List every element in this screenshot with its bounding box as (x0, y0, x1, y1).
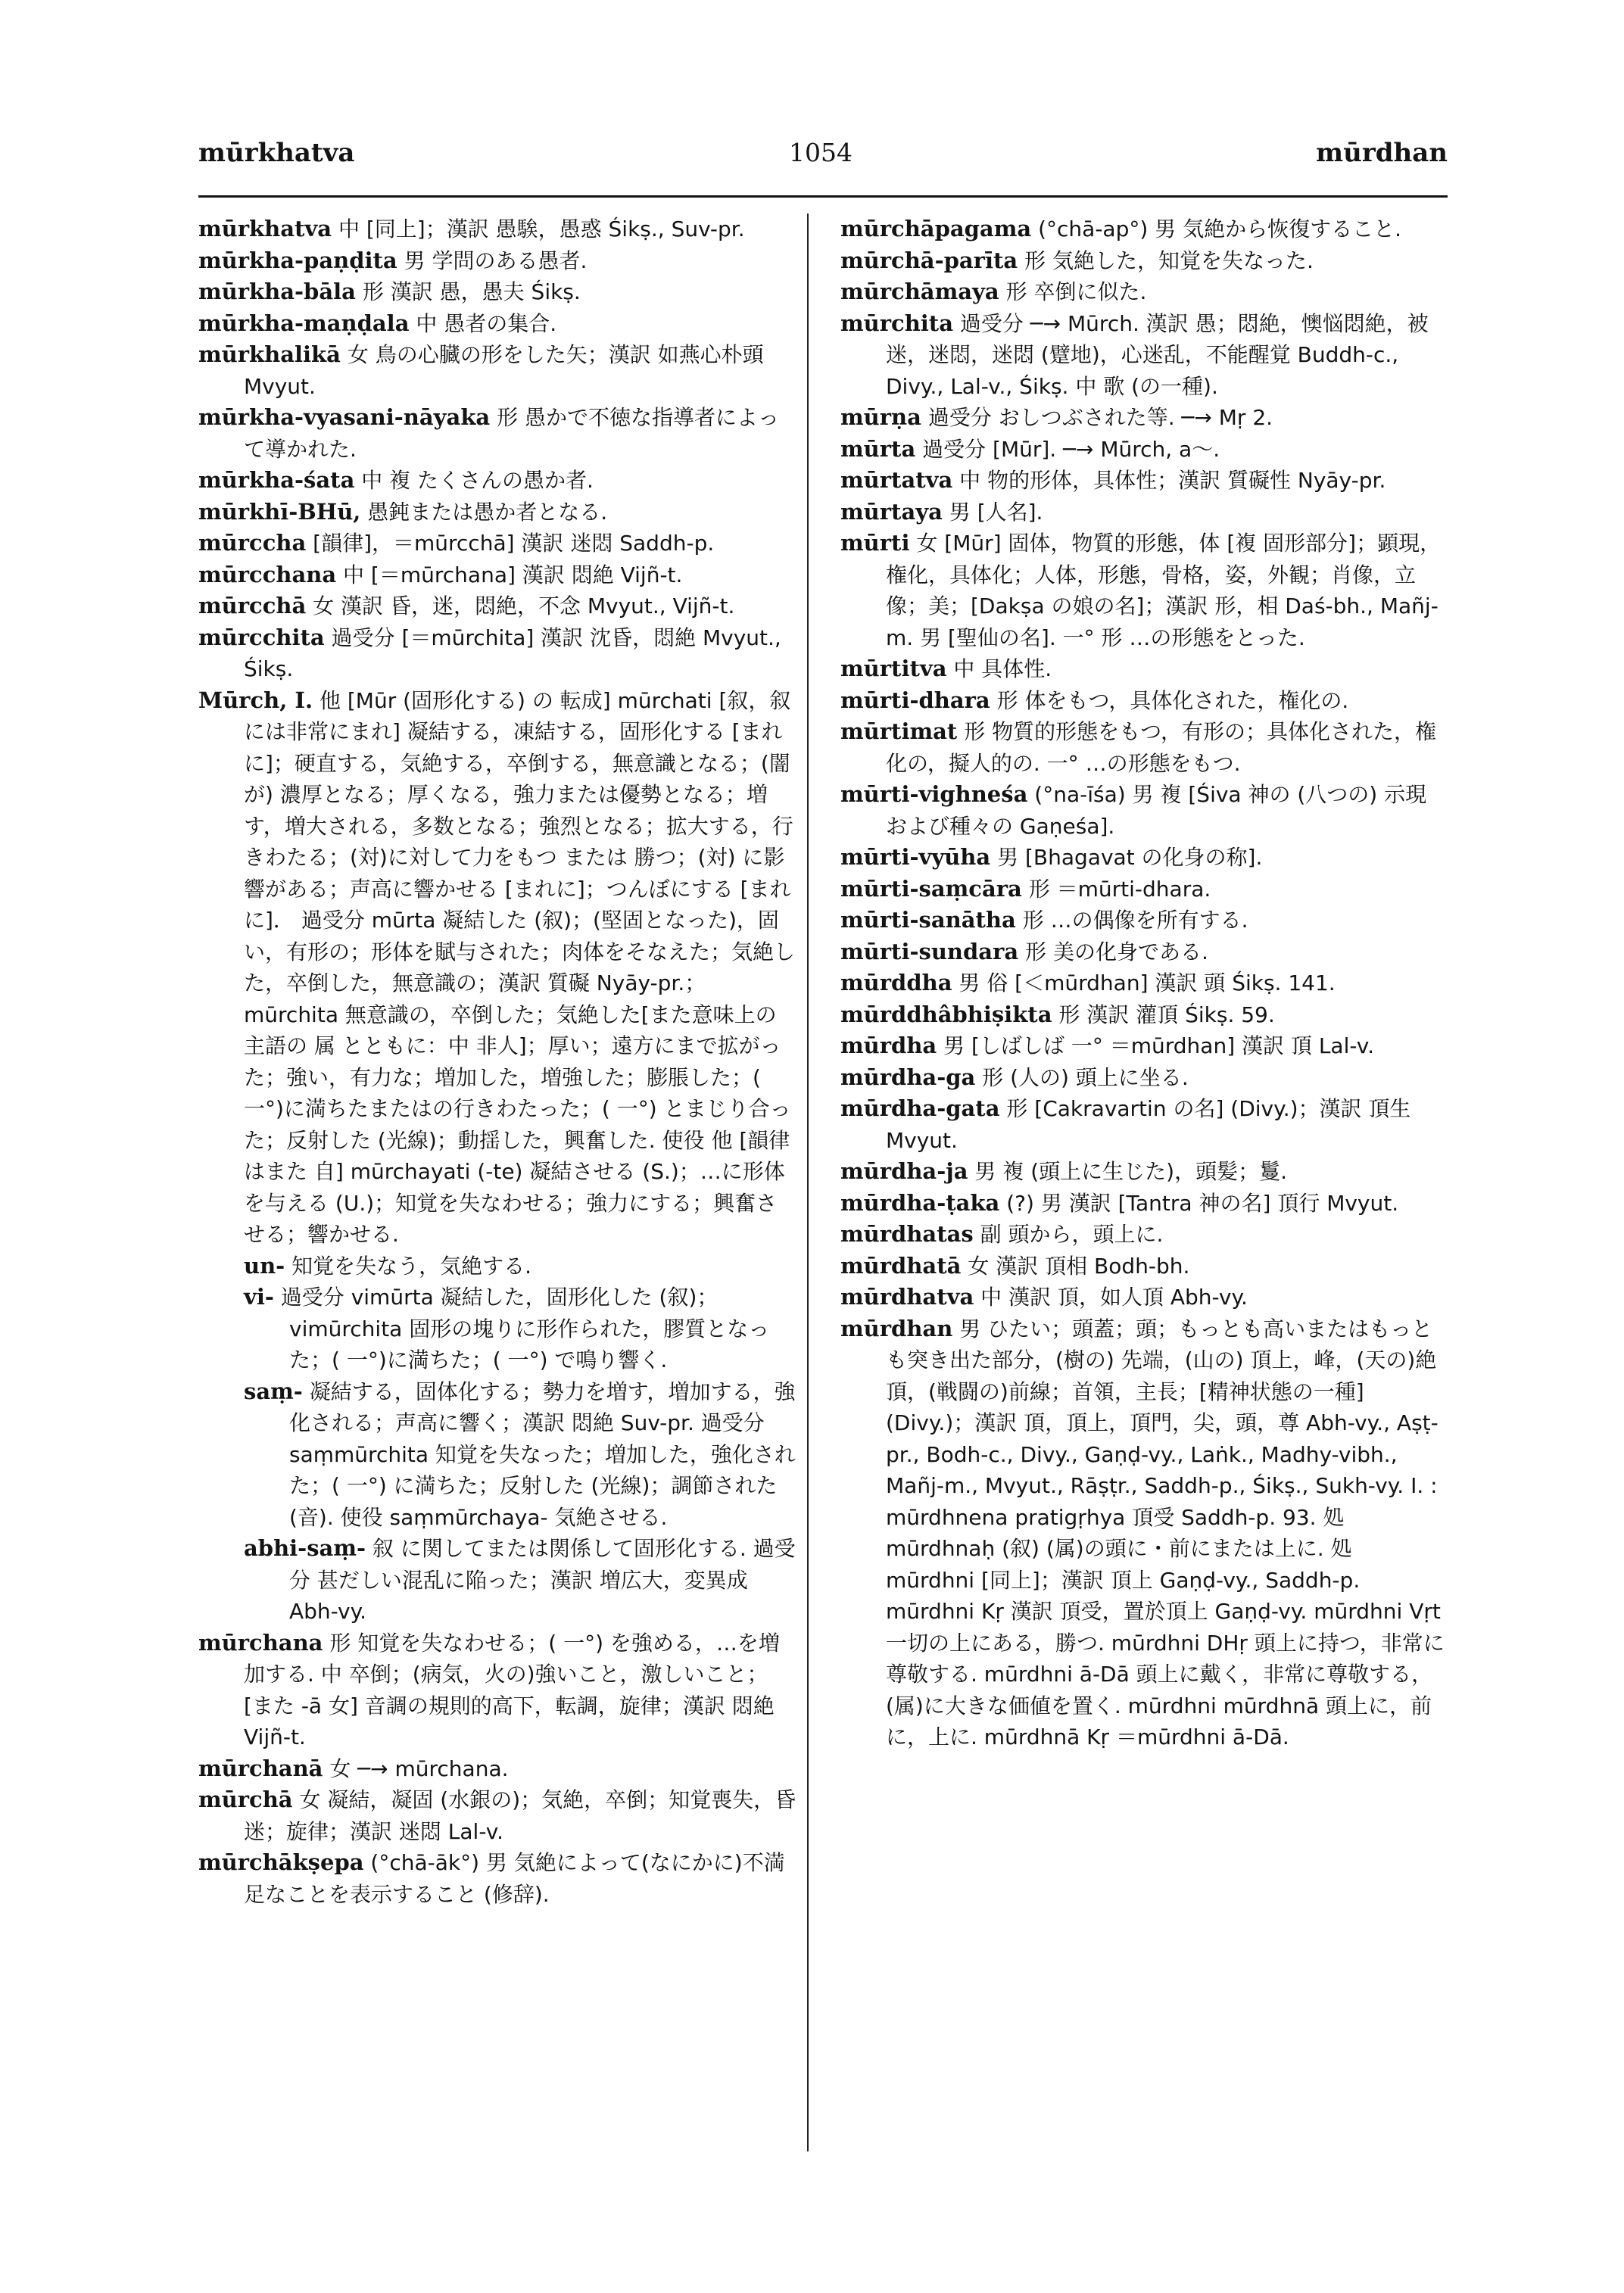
entry-headword: mūrkha-paṇḍita (198, 247, 397, 273)
dictionary-entry (198, 559, 796, 591)
entry-definition: 中 愚者の集合. (409, 310, 557, 336)
entry-definition: 形 気絶した，知覚を失なった. (1018, 248, 1314, 273)
dictionary-entry (840, 936, 1446, 968)
dictionary-entry (840, 1282, 1446, 1313)
entry-headword: mūrddha (840, 970, 952, 995)
dictionary-entry (840, 276, 1446, 308)
entry-headword: mūrccha (198, 530, 307, 556)
entry-headword: mūrti-saṃcāra (840, 875, 1022, 902)
entry-headword: mūrtimat (840, 718, 958, 744)
entry-definition: 形 [Cakravartin の名] (Divy.)；漢訳 頂生 Mvyut. (886, 1096, 1411, 1153)
dictionary-entry (198, 1753, 796, 1785)
entry-headword: mūrdhan (840, 1315, 953, 1341)
entry-definition: [韻律]，＝mūrcchā] 漢訳 迷悶 Saddh-p. (306, 531, 715, 556)
dictionary-entry (198, 497, 796, 528)
entry-headword: Mūrch, I. (198, 687, 313, 713)
entry-headword: mūrchana (198, 1629, 323, 1656)
entry-headword: mūrṇa (840, 404, 921, 430)
entry-headword: mūrti-dhara (840, 687, 990, 713)
entry-definition: 過受分 [Mūr]. ─→ Mūrch, a～. (915, 436, 1220, 462)
dictionary-entry (840, 245, 1446, 277)
dictionary-entry (198, 465, 796, 497)
entry-definition: 中 具体性. (946, 656, 1052, 681)
entry-definition: 他 [Mūr (固形化する) の 転成] mūrchati [叙，叙 には非常にまれ] 凝結する，凍結する，固形化する [まれに]；硬直する，気絶する，卒倒する，無意識となる；(闇が) 濃厚となる；厚くなる，強力または優勢となる；増す，増大される，多数となる；強烈となる；拡大する，行きわたる；(対)に対して力をもつ または 勝つ；(対) に影響がある；声高に響かせる [まれに]；つんぼにする [まれに]． 過受分 mūrta 凝結した (叙)；(堅固となった)，固い，有形の；形体を賦与された；肉体をそなえた；気絶した，卒倒した，無意識の；漢訳 質礙 Nyāy-pr.；mūrchita 無意識の，卒倒した；気絶した[また意味上の主語の 属 とともに：中 非人]；厚い；遠方にまで拡がった；強い，有力な；増加した，増強した；膨脹した；( 一°)に満ちたまたはの行きわたった；( 一°) とまじり合った；反射した (光線)；動揺した，興奮した. 使役 他 [韻律 はまた 自] mūrchayati (-te) 凝結させる (S.)；…に形体を与える (U.)；知覚を失なわせる；強力にする；興奮させる；響かせる. (244, 687, 796, 1247)
entry-definition: 過受分 おしつぶされた等. ─→ Mṛ 2. (921, 405, 1273, 430)
dictionary-entry (198, 245, 796, 277)
entry-definition: 形 美の化身である. (1018, 939, 1208, 964)
entry-definition: 形 …の偶像を所有する. (1015, 908, 1248, 933)
dictionary-entry (840, 716, 1446, 779)
entry-definition: 形 漢訳 灌頂 Śikṣ. 59. (1052, 1002, 1275, 1027)
entry-definition: 形 体をもつ，具体化された，権化の. (990, 687, 1349, 713)
dictionary-entry (198, 402, 796, 465)
dictionary-entry (840, 905, 1446, 936)
entry-headword: mūrcchana (198, 561, 337, 587)
dictionary-entry (840, 528, 1446, 653)
entry-definition: 中 複 たくさんの愚か者. (354, 468, 594, 493)
entry-definition: 凝結する，固体化する；勢力を増す，増加する，強化される；声高に響く；漢訳 悶絶 Suv-pr. 過受分 saṃmūrchita 知覚を失なった；増加した，強化された；( 一°) に満ちた；反射した (光線)；調節された(音). 使役 saṃmūrchaya- 気絶させる. (289, 1379, 796, 1530)
dictionary-entry (198, 1376, 796, 1534)
entry-headword: mūrkhī-BHū, (198, 498, 361, 525)
dictionary-entry (840, 308, 1446, 403)
dictionary-entry (198, 590, 796, 622)
entry-definition: 女 漢訳 昏，迷，悶絶，不念 Mvyut., Vijñ-t. (306, 594, 735, 618)
entry-definition: 形 ＝mūrti-dhara. (1021, 876, 1211, 902)
entry-headword: mūrtatva (840, 467, 953, 493)
entry-definition: 形 卒倒に似た. (999, 279, 1147, 304)
dictionary-entry (198, 685, 796, 1251)
page-number: 1054 (789, 138, 853, 167)
entry-definition: (°na-īśa) 男 複 [Śiva 神の (八つの) 示現および種々の Gaṇeśa]. (886, 782, 1427, 839)
entry-definition: 女 ─→ mūrchana. (323, 1756, 509, 1781)
dictionary-entry (198, 308, 796, 340)
dictionary-entry (198, 1251, 796, 1282)
entry-definition: 中 [同上]；漢訳 愚騃，愚惑 Śikṣ., Suv-pr. (332, 217, 745, 241)
entry-headword: vi- (244, 1284, 274, 1310)
entry-headword: mūrchāmaya (840, 279, 999, 304)
dictionary-entry (840, 1093, 1446, 1156)
entry-headword: mūrtaya (840, 498, 943, 525)
dictionary-entry (840, 1030, 1446, 1062)
entry-headword: mūrkha-śata (198, 467, 355, 493)
dictionary-entry (198, 339, 796, 402)
left-column (198, 213, 796, 1910)
entry-headword: mūrta (840, 435, 916, 462)
dictionary-entry (840, 497, 1446, 528)
entry-definition: 男 ひたい；頭蓋；頭；もっとも高いまたはもっとも突き出た部分，(樹の) 先端，(山の) 頂上，峰，(天の)絶頂，(戦闘の)前線；首領，主長；[精神状態の一種] (Divy.)；漢訳 頂，頂上，頂門，尖，頭，尊 Abh-vy., Aṣṭ-pr., Bodh-c., Divy., Gaṇḍ-vy., Laṅk., Madhy-vibh., Mañj-m., Mvyut., Rāṣṭr., Saddh-p., Śikṣ., Sukh-vy. I. : mūrdhnena pratigṛhya 頂受 Saddh-p. 93. 処 mūrdhnaḥ (叙) (属)の頭に・前にまたは上に. 処 mūrdhni [同上]；漢訳 頂上 Gaṇḍ-vy., Saddh-p. mūrdhni Kṛ 漢訳 頂受，置於頂上 Gaṇḍ-vy. mūrdhni Vṛt 一切の上にある，勝つ. mūrdhni DHṛ 頭上に持つ，非常に尊敬する. mūrdhni ā-Dā 頭上に戴く，非常に尊敬する，(属)に大きな価値を置く. mūrdhni mūrdhnā 頭上に，前に，上に. mūrdhnā Kṛ ＝mūrdhni ā-Dā. (886, 1316, 1445, 1749)
entry-definition: 男 [Bhagavat の化身の称]. (990, 845, 1263, 870)
entry-definition: 過受分 ─→ Mūrch. 漢訳 愚；悶絶，懊悩悶絶，被迷，迷悶，迷悶 (躄地)，心迷乱，不能醒覚 Buddh-c., Divy., Lal-v., Śikṣ. 中 歌 (の一種). (886, 310, 1429, 399)
dictionary-entry (840, 1313, 1446, 1753)
entry-definition: 知覚を失なう，気絶する. (285, 1253, 532, 1279)
dictionary-entry (198, 1533, 796, 1628)
dictionary-entry (198, 1282, 796, 1376)
dictionary-entry (840, 402, 1446, 434)
entry-definition: 形 物質的形態をもつ，有形の；具体化された，権化の，擬人的の. 一° …の形態をもつ. (886, 719, 1437, 776)
entry-headword: mūrti-sundara (840, 938, 1019, 964)
entry-headword: mūrchāpagama (840, 216, 1032, 241)
entry-headword: mūrdhatā (840, 1252, 962, 1279)
dictionary-entry (840, 999, 1446, 1031)
header-rule (198, 195, 1448, 198)
entry-headword: mūrti-vighneśa (840, 781, 1028, 807)
entry-headword: mūrdha (840, 1033, 937, 1058)
running-head-right: mūrdhan (1316, 138, 1448, 168)
dictionary-entry (198, 622, 796, 685)
dictionary-entry (198, 276, 796, 308)
entry-headword: mūrkha-vyasani-nāyaka (198, 404, 491, 430)
entry-definition: 中 [＝mūrchana] 漢訳 悶絶 Vijñ-t. (336, 562, 683, 587)
dictionary-entry (840, 779, 1446, 842)
entry-definition: 男 学問のある愚者. (397, 248, 588, 273)
entry-headword: mūrti-sanātha (840, 907, 1016, 933)
entry-headword: mūrchākṣepa (198, 1849, 364, 1875)
entry-headword: mūrdhatas (840, 1221, 974, 1247)
entry-definition: 男 [しばしば 一° ＝mūrdhan] 漢訳 頂 Lal-v. (937, 1033, 1375, 1058)
dictionary-entry (840, 1251, 1446, 1282)
entry-headword: un- (244, 1252, 285, 1279)
entry-definition: 男 [人名]. (942, 499, 1043, 525)
entry-definition: 女 鳥の心臓の形をした矢；漢訳 如燕心朴頭 Mvyut. (244, 342, 764, 399)
dictionary-entry (198, 528, 796, 559)
dictionary-entry (840, 1062, 1446, 1094)
dictionary-entry (198, 1784, 796, 1847)
entry-definition: 愚鈍または愚か者となる. (360, 499, 608, 525)
dictionary-entry (198, 1628, 796, 1753)
entry-definition: 形 知覚を失なわせる；( 一°) を強める，…を増加する. 中 卒倒；(病気，火の)強いこと，激しいこと；[また -ā 女] 音調の規則的高下，転調，旋律；漢訳 悶絶 Vijñ-t. (244, 1630, 780, 1749)
entry-definition: 過受分 [＝mūrchita] 漢訳 沈昏，悶絶 Mvyut., Śikṣ. (244, 625, 781, 681)
entry-definition: 形 (人の) 頭上に坐る. (975, 1064, 1189, 1090)
dictionary-entry (840, 1188, 1446, 1220)
entry-definition: 男 複 (頭上に生じた)，頭髪；鬘. (968, 1159, 1287, 1184)
entry-definition: 中 漢訳 頂，如人頂 Abh-vy. (974, 1285, 1248, 1310)
entry-headword: mūrti (840, 530, 910, 556)
entry-headword: mūrti-vyūha (840, 844, 991, 870)
dictionary-entry (840, 213, 1446, 245)
entry-definition: 形 愚かで不徳な指導者によって導かれた. (244, 405, 780, 462)
dictionary-entry (840, 967, 1446, 999)
column-divider (807, 213, 809, 2151)
entry-headword: mūrkhalikā (198, 341, 341, 367)
entry-headword: saṃ- (244, 1378, 303, 1404)
entry-definition: 女 凝結，凝固 (水銀の)；気絶，卒倒；知覚喪失，昏迷；旋律；漢訳 迷悶 Lal-v. (244, 1787, 796, 1844)
entry-headword: abhi-saṃ- (244, 1535, 366, 1561)
entry-headword: mūrkha-maṇḍala (198, 310, 410, 336)
entry-headword: mūrdhatva (840, 1284, 974, 1310)
entry-headword: mūrdha-ṭaka (840, 1189, 1000, 1216)
right-column (840, 213, 1446, 1753)
entry-definition: 副 頭から，頭上に. (973, 1222, 1164, 1247)
dictionary-entry (198, 213, 796, 245)
entry-definition: 中 物的形体，具体性；漢訳 質礙性 Nyāy-pr. (952, 468, 1386, 493)
entry-definition: (°chā-ap°) 男 気絶から恢復すること. (1031, 217, 1401, 241)
dictionary-entry (840, 434, 1446, 466)
dictionary-entry (840, 874, 1446, 905)
entry-definition: 女 漢訳 頂相 Bodh-bh. (961, 1253, 1190, 1279)
entry-headword: mūrchita (840, 310, 953, 336)
dictionary-entry (840, 1156, 1446, 1188)
entry-definition: 過受分 vimūrta 凝結した，固形化した (叙)；vimūrchita 固形の塊りに形作られた，膠質となった；( 一°)に満ちた；( 一°) で鳴り響く. (273, 1285, 770, 1372)
dictionary-entry (840, 653, 1446, 685)
entry-headword: mūrtitva (840, 656, 947, 681)
entry-headword: mūrkha-bāla (198, 279, 356, 304)
entry-headword: mūrdha-ga (840, 1064, 976, 1090)
page-header (198, 138, 1448, 183)
entry-headword: mūrchā (198, 1787, 293, 1812)
entry-headword: mūrchanā (198, 1755, 323, 1781)
dictionary-entry (840, 1219, 1446, 1251)
entry-definition: 形 漢訳 愚，愚夫 Śikṣ. (355, 279, 581, 304)
entry-headword: mūrddhâbhiṣikta (840, 1001, 1052, 1027)
entry-definition: 女 [Mūr] 固体，物質的形態，体 [複 固形部分]；顕現，権化，具体化；人体，形態，骨格，姿，外観；肖像，立像；美；[Dakṣa の娘の名]；漢訳 形，相 Daś-bh., Mañj-m. 男 [聖仙の名]. 一° 形 …の形態をとった. (886, 531, 1442, 650)
entry-definition: (°chā-āk°) 男 気絶によって(なにかに)不満足なことを表示すること (修辞). (244, 1850, 785, 1907)
entry-headword: mūrcchita (198, 624, 325, 650)
running-head-left: mūrkhatva (198, 138, 355, 168)
entry-headword: mūrcchā (198, 593, 307, 618)
dictionary-entry (198, 1847, 796, 1910)
entry-definition: 叙 に関してまたは関係して固形化する. 過受分 甚だしい混乱に陥った；漢訳 増広大，変異成 Abh-vy. (289, 1536, 796, 1624)
entry-headword: mūrdha-gata (840, 1095, 1000, 1121)
entry-headword: mūrkhatva (198, 216, 332, 241)
entry-definition: 男 俗 [＜mūrdhan] 漢訳 頭 Śikṣ. 141. (952, 970, 1336, 995)
entry-headword: mūrchā-parīta (840, 247, 1018, 273)
dictionary-entry (840, 465, 1446, 497)
dictionary-entry (840, 842, 1446, 874)
dictionary-entry (840, 685, 1446, 717)
entry-headword: mūrdha-ja (840, 1158, 968, 1184)
entry-definition: (?) 男 漢訳 [Tantra 神の名] 頂行 Mvyut. (999, 1190, 1399, 1216)
